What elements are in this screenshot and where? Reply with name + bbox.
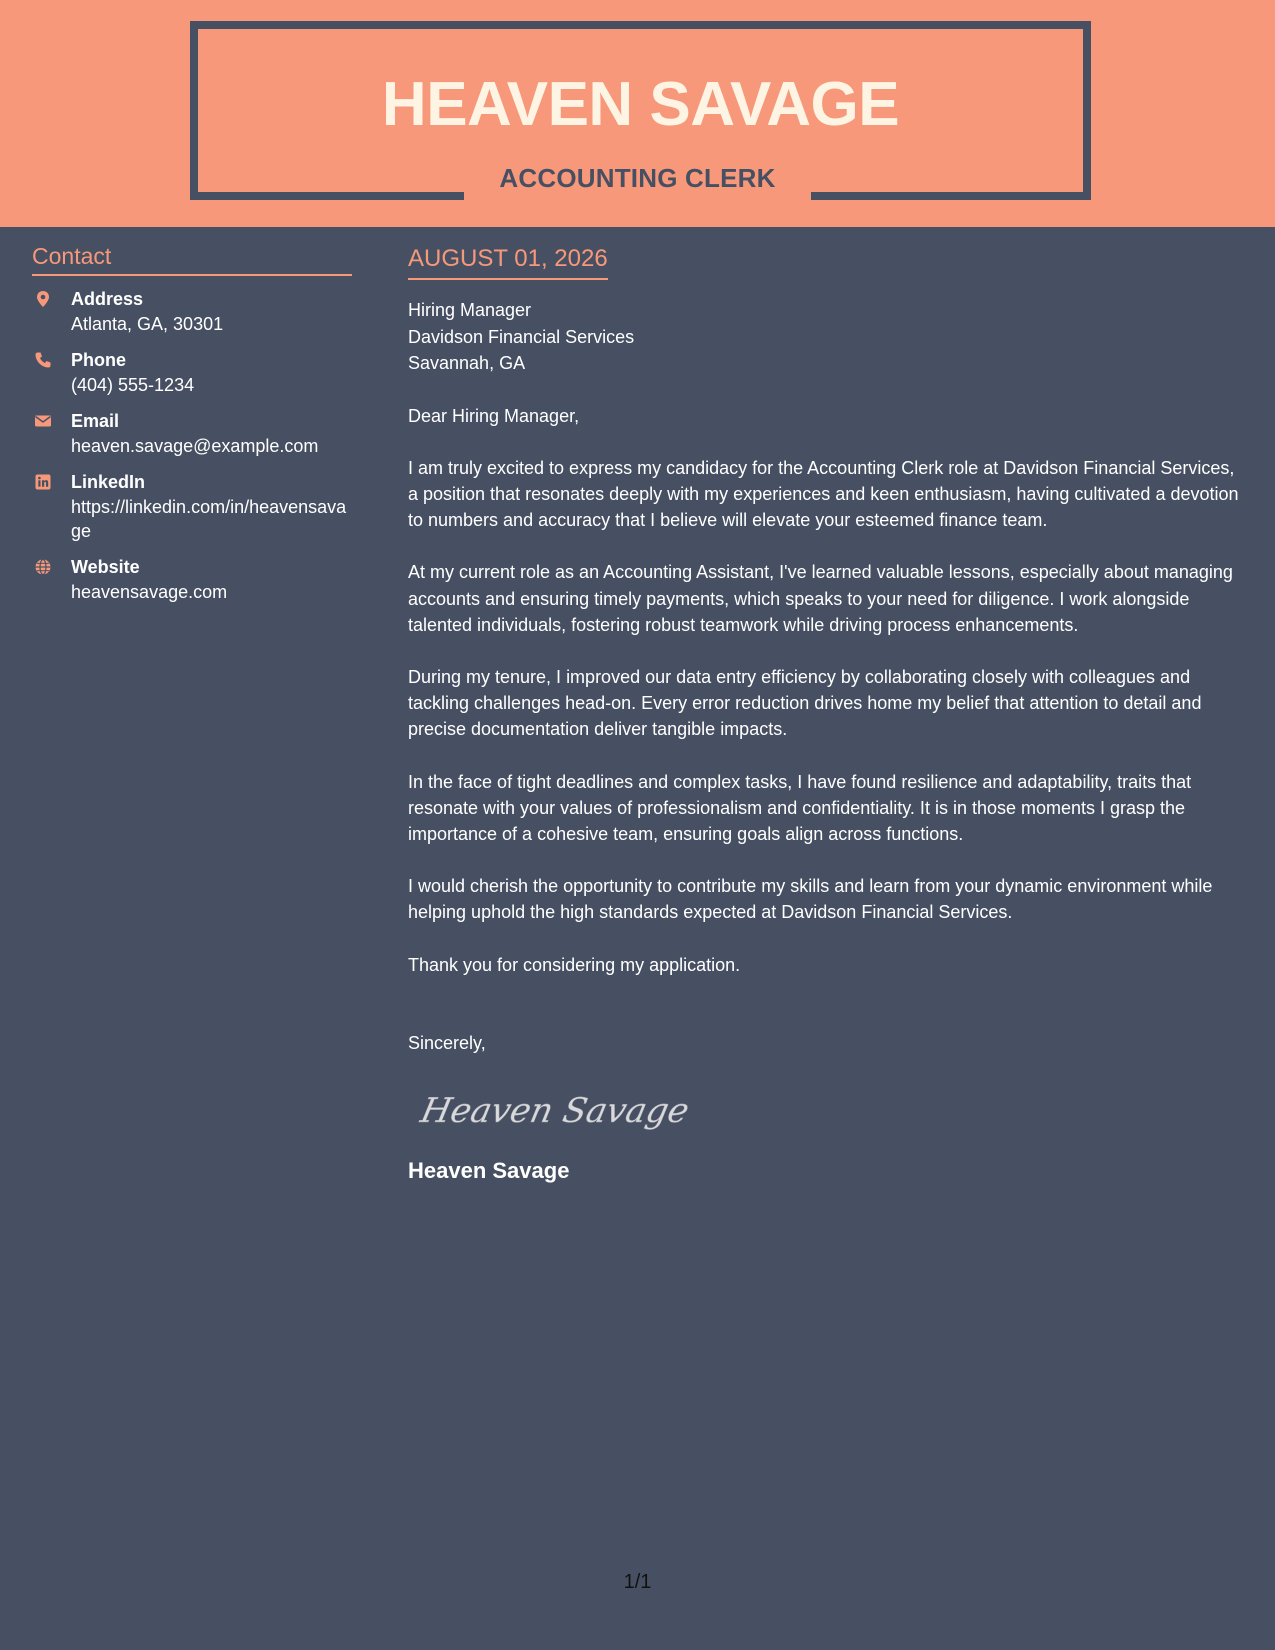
letter-body (408, 227, 1243, 1184)
handwritten-signature (417, 1080, 1243, 1140)
contact-value: heaven.savage@example.com (71, 436, 319, 456)
contact-value: Atlanta, GA, 30301 (71, 314, 224, 334)
contact-item-phone (32, 348, 352, 397)
signed-name: Heaven Savage (408, 1157, 570, 1183)
body-paragraph: I would cherish the opportunity to contribute my skills and learn from your dynamic environment while helping uphold the high standards expected at Davidson Financial Services. (408, 876, 1213, 923)
body-paragraph: I am truly excited to express my candidacy for the Accounting Clerk role at Davidson Financial Services, a position that resonates deeply with my experiences and keen enthusiasm, having cultivated a devotion to numbers and accuracy that I believe will elevate your esteemed finance team. (408, 457, 1239, 531)
contact-item-email (32, 409, 352, 458)
envelope-icon (34, 412, 52, 430)
thank-you-line: Thank you for considering my application. (408, 954, 741, 975)
contact-item-linkedin (32, 470, 352, 543)
contact-heading: Contact (32, 243, 352, 276)
contact-label: Phone (71, 350, 127, 370)
body-paragraph: At my current role as an Accounting Assistant, I've learned valuable lessons, especially about managing accounts and ensuring timely payments, which speaks to your need for diligence. I work alongside talented individuals, fostering robust teamwork while driving process enhancements. (408, 562, 1233, 635)
page-number: 1/1 (623, 1571, 652, 1593)
recipient-location: Savannah, GA (408, 353, 526, 373)
contact-value: (404) 555-1234 (71, 375, 195, 395)
contact-sidebar (32, 227, 352, 616)
contact-value[interactable]: heavensavage.com (71, 582, 228, 602)
recipient-title: Hiring Manager (408, 300, 532, 320)
contact-item-website (32, 555, 352, 604)
contact-value[interactable]: https://linkedin.com/in/heavensavage (71, 497, 347, 541)
recipient-company: Davidson Financial Services (408, 326, 635, 347)
recipient-block (408, 297, 1243, 377)
body-paragraph: In the face of tight deadlines and complex tasks, I have found resilience and adaptability, traits that resonate with your values of professionalism and confidentiality. It is in those moments I grasp the importance of a cohesive team, ensuring goals align across functions. (408, 771, 1192, 844)
letter-date: AUGUST 01, 2026 (408, 245, 608, 280)
signature-text: Heaven Savage (417, 1091, 693, 1131)
contact-label: Email (71, 411, 120, 431)
contact-item-address (32, 287, 352, 336)
contact-label: Address (71, 289, 144, 309)
job-title: ACCOUNTING CLERK (499, 162, 776, 193)
contact-label: LinkedIn (71, 472, 146, 492)
globe-icon (34, 558, 52, 576)
salutation: Dear Hiring Manager, (408, 405, 580, 426)
contact-list (32, 287, 352, 604)
map-pin-icon (34, 290, 52, 308)
job-title-box (464, 150, 811, 206)
phone-icon (34, 351, 52, 369)
applicant-name: HEAVEN SAVAGE (381, 70, 900, 139)
closing: Sincerely, (408, 1032, 486, 1053)
contact-label: Website (71, 557, 140, 577)
linkedin-icon (34, 473, 52, 491)
header-banner (0, 0, 1275, 227)
body-paragraph: During my tenure, I improved our data entry efficiency by collaborating closely with colleagues and tackling challenges head-on. Every error reduction drives home my belief that attention to detail and precise documentation deliver tangible impacts. (408, 666, 1202, 740)
